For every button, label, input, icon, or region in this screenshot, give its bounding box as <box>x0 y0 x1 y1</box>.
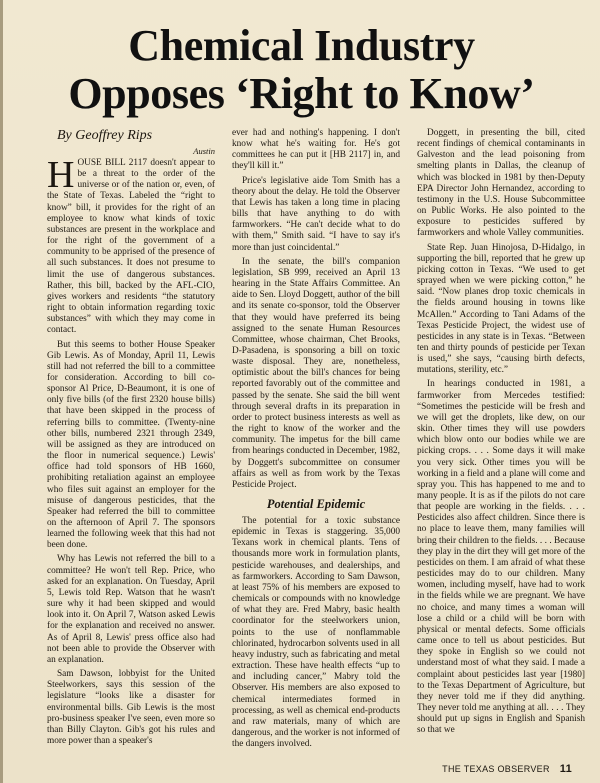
section-subhead: Potential Epidemic <box>266 497 366 511</box>
publication-name: THE TEXAS OBSERVER <box>442 764 550 774</box>
paragraph: The potential for a toxic substance epidemic in Texas is staggering. 35,000 Texans work in chemical plants. Tens of thousands more work in formulation plants, pesticide warehouses, and dealerships, and as farmworkers. According to Sam Dawson, at least 75% of his members are exposed to chemicals or compounds with no knowledge of what they are. Fred Mabry, basic health coordinator for the steelworkers union, points to the use of nonflammable chlorinated, hydrocarbon solvents used in all heavy industry, such as fabricating and metal extraction. These have health effects “up to and including cancer,” Mabry told the Observer. His members are also exposed to chemical intermediates formed in processing, as well as chemical end-products and raw materials, many of which are dangerous, and the worker is not informed of the dangers involved. <box>232 516 400 750</box>
article-column-1 <box>47 128 215 750</box>
article-column-3 <box>417 128 585 739</box>
page-footer <box>442 763 572 775</box>
paragraph: In the senate, the bill's companion legislation, SB 999, received an April 13 hearing in the State Affairs Committee. An aide to Sen. Lloyd Doggett, author of the bill and its senate co-sponsor, told the Observer that they would have preferred its being assigned to the senate Human Resources Committee, whose chairman, Chet Brooks, D-Pasadena, is sponsoring a bill on toxic waste disposal. They are, nonetheless, optimistic about the bill's chances for being reported favorably out of the committee and passed by the senate. She said the bill went through several drafts in its preparation in order to protect business interests as well as the right to know of the worker and the community. The impetus for the bill came from hearings conducted in December, 1982, by Doggett's subcommittee on consumer affairs as well as from work by the Texas Pesticide Project. <box>232 256 400 490</box>
article-column-2 <box>232 128 400 753</box>
drop-cap: H <box>47 154 75 196</box>
paragraph: But this seems to bother House Speaker Gib Lewis. As of Monday, April 11, Lewis still had not referred the bill to a committee for consideration. According to bill co-sponsor Al Price, D-Beaumont, it is one of only five bills (of the first 2320 house bills) that have been skipped in the process of referring bills to committee. (Twenty-nine other bills, numbered 2321 through 2349, will be assigned as they are introduced on the floor in numerical sequence.) Lewis' office had told sponsors of HB 1660, prohibiting retaliation against an employee who files suit against an employer for the misuse of dangerous pesticides, that the Speaker had referred the bill to committee on the afternoon of April 7. The sponsors learned the following week that this had not been done. <box>47 339 215 551</box>
headline-line-2: Opposes ‘Right to Know’ <box>68 69 535 118</box>
dateline: Austin <box>193 146 215 156</box>
headline <box>3 22 600 118</box>
paragraph: State Rep. Juan Hinojosa, D-Hidalgo, in supporting the bill, reported that he grew up picking cotton in Texas. “We used to get sprayed when we were picking cotton,” he said. “Now planes drop toxic chemicals in the fields around housing in towns like McAllen.” According to Tani Adams of the Texas Pesticide Project, the widest use of pesticides in any state is in Texas. “Between ten and thirty pounds of pesticide per Texan is used,” she says, “causing birth defects, mutations, sterility, etc.” <box>417 242 585 376</box>
paragraph: Doggett, in presenting the bill, cited recent findings of chemical contaminants in Galveston and the lead poisoning from smelting plants in Dallas, the cleanup of which was blocked in 1981 by then-Deputy EPA Director John Hernandez, according to testimony in the U.S. House Subcommittee on Public Works. He also pointed to the exposure to pesticides suffered by farmworkers and whole Valley communities. <box>417 128 585 239</box>
paragraph: Why has Lewis not referred the bill to a committee? He won't tell Rep. Price, who asked for an explanation. On Tuesday, April 5, Lewis told Rep. Watson that he wasn't sure why it had been skipped and would look into it. On April 7, Watson asked Lewis for the explanation and received no answer. As of April 8, Lewis' press office also had not been able to provide the Observer with an explanation. <box>47 554 215 665</box>
paragraph: Sam Dawson, lobbyist for the United Steelworkers, says this session of the legislature “looks like a disaster for environmental bills. Gib Lewis is the most pro-business speaker I've seen, even more so than Billy Clayton. Gib's got his rules and more power than a speaker's <box>47 669 215 746</box>
paragraph-text: OUSE BILL 2117 doesn't appear to be a threat to the order of the universe or of the nation or, even, of the State of Texas. Labeled the “right to know” bill, it provides for the right of an employee to know what kinds of toxic substances are present in the workplace and for the right of the government of a community to be apprised of the presence of all such substances. It does not presume to limit the use of dangerous substances. Rather, this bill, backed by the AFL-CIO, gives workers and residents “the statutory right to obtain information regarding toxic substances” with which they may come in contact. <box>47 158 215 336</box>
byline: By Geoffrey Rips <box>57 128 153 143</box>
headline-line-1: Chemical Industry <box>128 21 475 70</box>
paragraph <box>47 154 215 337</box>
paragraph: In hearings conducted in 1981, a farmworker from Mercedes testified: “Sometimes the pesticide will be fresh and we will get the droplets, like dew, on our skin. Other times they will use powders which blow onto our bodies while we are picking crops. . . . Some days it will make you very sick. Other times you will be working in a field and a plane will come and spray you. This has happened to me and to many people. It is as if the pilots do not care that people are working in the fields. . . . Pesticides also affect children. Since there is no place to leave them, many families will bring their children to the fields. . . . Because they play in the dirt they will get more of the pesticides on them. I am afraid of what these pesticides may do to our children. Many women, including myself, have had to work in the fields while we are pregnant. We have no choice, and many times a woman will lose a child or a child will be born with physical or mental defects. Some officials came once to tell us about pesticides. But they spoke in English so we could not understand most of what they said. I made a complaint about pesticides last year [1980] to the Texas Department of Agriculture, but they never told me if they did anything. They never told me anything at all. . . . They should put up signs in English and Spanish so that we <box>417 379 585 736</box>
paragraph: ever had and nothing's happening. I don't know what he's waiting for. He's got committees he can put it [HB 2117] in, and they'll kill it.” <box>232 128 400 172</box>
paragraph: Price's legislative aide Tom Smith has a theory about the delay. He told the Observer that Lewis has taken a long time in placing bills that have anything to do with farmworkers. “He can't decide what to do with them,” Smith said. “I have to say it's more than just coincidental.” <box>232 175 400 253</box>
page-number: 11 <box>559 763 572 775</box>
